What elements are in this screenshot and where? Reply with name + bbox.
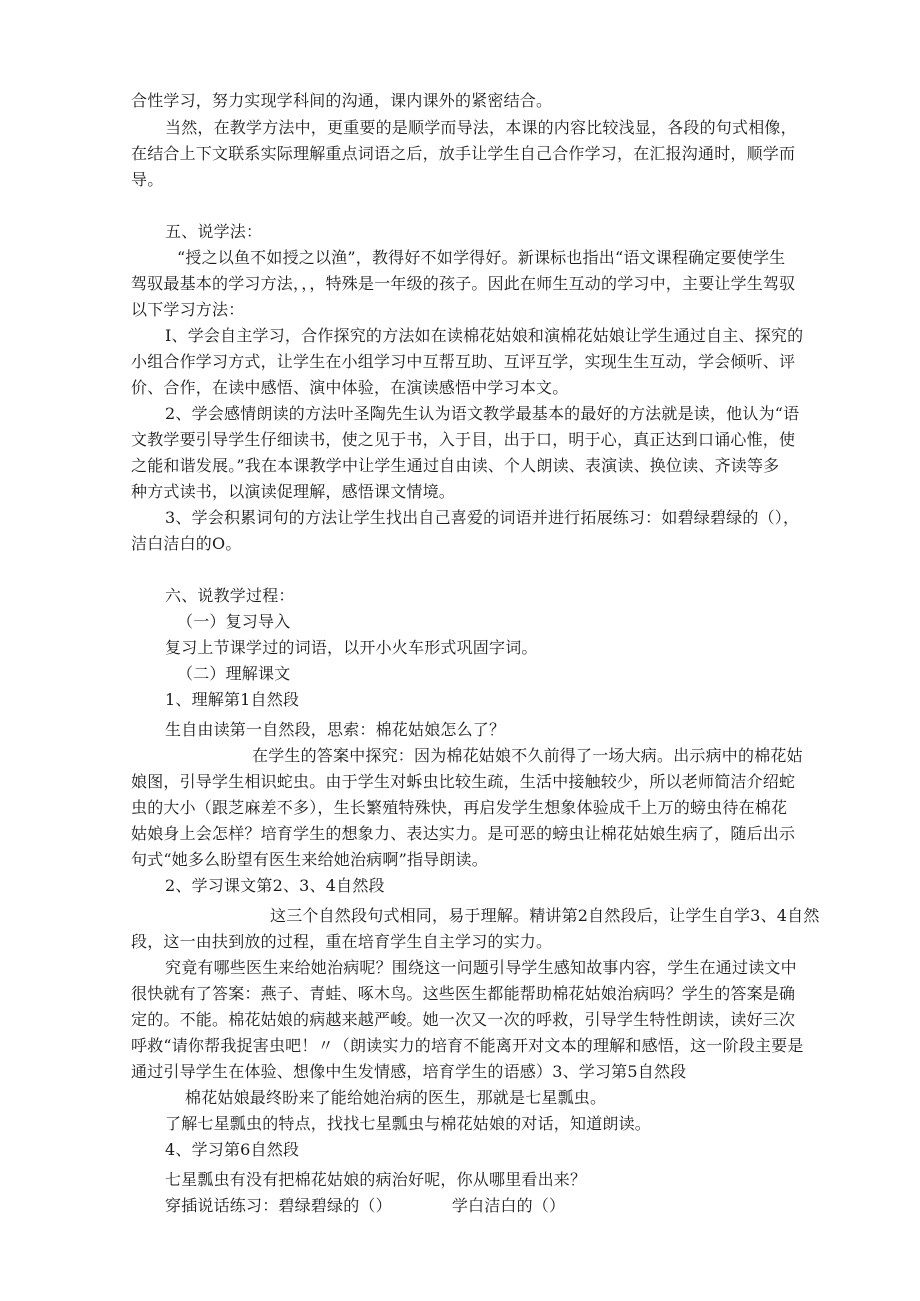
text-line: 复习上节课学过的词语，以开小火车形式巩固字词。 <box>165 638 538 657</box>
section-heading: 六、说教学过程： <box>165 586 295 605</box>
text-line: 姑娘身上会怎样？培育学生的想象力、表达实力。是可恶的螃虫让棉花姑娘生病了，随后出示 <box>131 824 796 843</box>
text-line: 很快就有了答案：燕子、青蛙、啄木鸟。这些医生都能帮助棉花姑娘治病吗？学生的答案是确 <box>131 984 796 1003</box>
text-line: 句式“她多么盼望有医生来给她治病啊”指导朗读。 <box>131 850 488 869</box>
text-line: 段，这一由扶到放的过程，重在培育学生自主学习的实力。 <box>131 932 553 951</box>
section-heading: 五、说学法： <box>165 222 263 241</box>
text-line: 合性学习，努力实现学科间的沟通，课内课外的紧密结合。 <box>131 91 553 110</box>
text-line: 生自由读第一自然段，思索：棉花姑娘怎么了？ <box>165 720 506 739</box>
text-line: “授之以鱼不如授之以渔”，教得好不如学得好。新课标也指出“语文课程确定要使学生 <box>177 248 786 267</box>
exercise-part-1: 穿插说话练习：碧绿碧绿的（） <box>165 1196 392 1215</box>
text-line: 在结合上下文联系实际理解重点词语之后，放手让学生自己合作学习，在汇报沟通时，顺学而 <box>131 144 796 163</box>
text-line: 导。 <box>131 170 164 189</box>
text-line: 1、理解第1自然段 <box>165 690 300 709</box>
text-line: 小组合作学习方式，让学生在小组学习中互帮互助、互评互学，实现生生互动，学会倾听、评 <box>131 352 796 371</box>
text-line: 究竟有哪些医生来给她治病呢？围绕这一问题引导学生感知故事内容，学生在通过读文中 <box>165 958 797 977</box>
text-line: 了解七星瓢虫的特点，找找七星瓢虫与棉花姑娘的对话，知道朗读。 <box>165 1114 652 1133</box>
text-line: 价、合作，在读中感悟、演中体验，在演读感悟中学习本文。 <box>131 378 569 397</box>
text-line: 文教学要引导学生仔细读书，使之见于书，入于目，出于口，明于心，真正达到口诵心惟，使 <box>131 430 796 449</box>
text-line: 之能和谐发展。”我在本课教学中让学生通过自由读、个人朗读、表演读、换位读、齐读等多 <box>131 456 780 475</box>
exercise-part-2: 学白洁白的（） <box>451 1196 566 1215</box>
text-line: 呼救“请你帮我捉害虫吧！〃（朗读实力的培育不能离开对文本的理解和感悟，这一阶段主要是 <box>131 1036 804 1055</box>
text-line: 驾驭最基本的学习方法，，，特殊是一年级的孩子。因此在师生互动的学习中，主要让学生驾驭 <box>131 274 796 293</box>
subsection-heading: （二）理解课文 <box>177 664 291 683</box>
text-line: 以下学习方法： <box>131 300 245 319</box>
text-line: 2、学会感情朗读的方法叶圣陶先生认为语文教学最基本的最好的方法就是读，他认为“语 <box>165 404 800 423</box>
text-line: 虫的大小（跟芝麻差不多），生长繁殖特殊快，再启发学生想象体验成千上万的螃虫待在棉花 <box>131 798 788 817</box>
text-line: 当然，在教学方法中，更重要的是顺学而导法，本课的内容比较浅显，各段的句式相像， <box>165 118 797 137</box>
text-line: 这三个自然段句式相同，易于理解。精讲第2自然段后，让学生自学3、4自然 <box>270 906 820 925</box>
subsection-heading: （一）复习导入 <box>177 612 291 631</box>
text-line: 棉花姑娘最终盼来了能给她治病的医生，那就是七星瓢虫。 <box>185 1088 607 1107</box>
text-line: 洁白洁白的O。 <box>131 534 242 553</box>
text-line: 七星瓢虫有没有把棉花姑娘的病治好呢，你从哪里看出来？ <box>165 1170 587 1189</box>
text-line: 种方式读书，以演读促理解，感悟课文情境。 <box>131 482 456 501</box>
text-line: 3、学会积累词句的方法让学生找出自己喜爱的词语并进行拓展练习：如碧绿碧绿的（）， <box>165 508 800 527</box>
text-line: 4、学习第6自然段 <box>165 1140 300 1159</box>
text-line: 在学生的答案中探究：因为棉花姑娘不久前得了一场大病。出示病中的棉花姑 <box>252 746 803 765</box>
text-line: 定的。不能。棉花姑娘的病越来越严峻。她一次又一次的呼救，引导学生特性朗读，读好三次 <box>131 1010 796 1029</box>
text-line <box>165 1195 865 1217</box>
text-line: 2、学习课文第2、3、4自然段 <box>165 876 385 895</box>
text-line: 娘图，引导学生相识蛇虫。由于学生对蚸虫比较生疏，生活中接触较少，所以老师简洁介绍蛇 <box>131 772 796 791</box>
text-line: I、学会自主学习，合作探究的方法如在读棉花姑娘和演棉花姑娘让学生通过自主、探究的 <box>165 326 804 345</box>
text-line: 通过引导学生在体验、想像中生发情感，培育学生的语感）3、学习第5自然段 <box>131 1062 687 1081</box>
